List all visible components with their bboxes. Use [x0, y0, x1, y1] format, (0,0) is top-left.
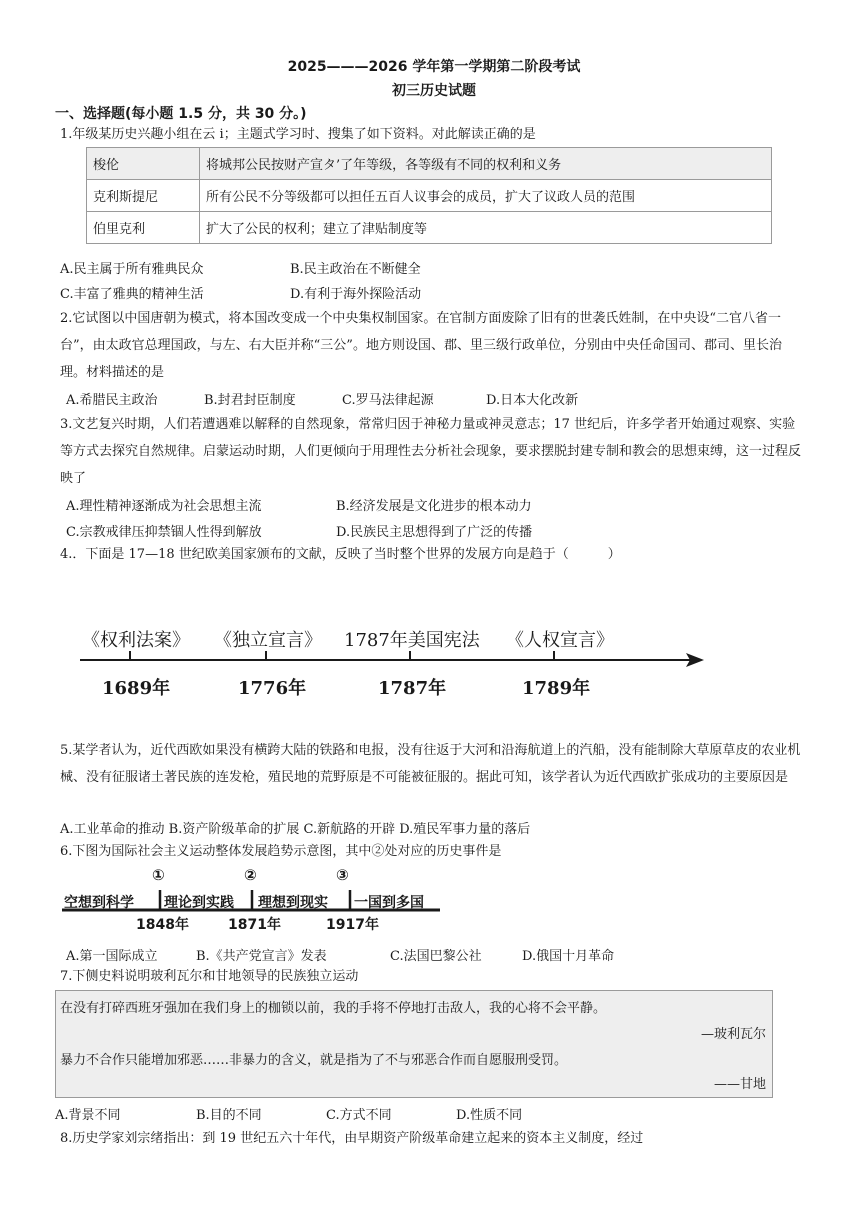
q6-option-a: A.第一国际成立 [66, 949, 158, 964]
socialism-diagram [0, 880, 868, 920]
timeline-year: 1789年 [522, 678, 591, 699]
quote-gandhi: 暴力不合作只能增加邪恶……非暴力的含义，就是指为了不与邪恶合作而自愿服刑受罚。 [60, 1053, 568, 1068]
stage-segment: 理论到实践 [164, 895, 234, 911]
q1-option-c: C.丰富了雅典的精神生活 [60, 287, 204, 302]
diagram-year: 1848年 [136, 917, 189, 933]
diagram-year: 1917年 [326, 917, 379, 933]
q2-option-d: D.日本大化改新 [486, 393, 579, 408]
q1-option-a: A.民主属于所有雅典民众 [60, 262, 204, 277]
exam-title: 2025———2026 学年第一学期第二阶段考试 [287, 59, 581, 75]
exam-subtitle: 初三历史试题 [392, 83, 476, 99]
marker-1: ① [152, 866, 165, 884]
q3-stem: 3.文艺复兴时期，人们若遭遇难以解释的自然现象，常常归因于神秘力量或神灵意志；17 世纪后，许多学者开始通过观察、实验等方式去探究自然规律。启蒙运动时期，人们更倾向于用理性去分析社会现象，要求摆脱封建专制和教会的思想束缚，这一过程反映了 [60, 417, 802, 486]
q1-stem: 1.年级某历史兴趣小组在云 i；主题式学习时、搜集了如下资料。对此解读正确的是 [60, 127, 536, 142]
quote-bolivar: 在没有打碎西班牙强加在我们身上的枷锁以前，我的手将不停地打击敌人，我的心将不会平静。 [60, 1001, 607, 1016]
q7-option-d: D.性质不同 [456, 1108, 523, 1123]
q7-stem: 7.下侧史料说明玻利瓦尔和甘地领导的民族独立运动 [60, 969, 359, 984]
q2-stem: 2.它试图以中国唐朝为模式，将本国改变成一个中央集权制国家。在官制方面废除了旧有的世袭氏姓制，在中央设“二官八省一台”，由太政官总理国政，与左、右大臣并称“三公”。地方则设国、郡、里三级行政单位，分别由中央任命国司、郡司、里长治理。材料描述的是 [60, 311, 782, 380]
q6-option-c: C.法国巴黎公社 [390, 949, 482, 964]
timeline-label: 1787年美国宪法 [344, 630, 480, 651]
timeline-year: 1787年 [378, 678, 447, 699]
q2-option-b: B.封君封臣制度 [204, 393, 296, 408]
q3-option-c: C.宗教戒律压抑禁锢人性得到解放 [66, 525, 262, 540]
marker-3: ③ [336, 866, 349, 884]
timeline-label: 《人权宣言》 [506, 630, 614, 651]
timeline-year: 1776年 [238, 678, 307, 699]
timeline-label: 《权利法案》 [82, 630, 190, 651]
q1-option-d: D.有利于海外探险活动 [290, 287, 422, 302]
q4-stem: 4.．下面是 17—18 世纪欧美国家颁布的文献，反映了当时整个世界的发展方向是趋于（ ） [60, 547, 621, 562]
stage-segment: 空想到科学 [64, 895, 134, 911]
table-row [87, 180, 772, 212]
q7-option-b: B.目的不同 [196, 1108, 262, 1123]
table-cell-desc: 将城邦公民按财产宣タ’了年等级，各等级有不同的权利和义务 [200, 148, 772, 180]
quote-gandhi-author: ——甘地 [713, 1077, 766, 1092]
q7-option-a: A.背景不同 [55, 1108, 121, 1123]
table-row [87, 212, 772, 244]
diagram-year: 1871年 [228, 917, 281, 933]
table-cell-name: 伯里克利 [87, 212, 200, 244]
stage-segment: 理想到现实 [258, 895, 328, 911]
table-cell-desc: 所有公民不分等级都可以担任五百人议事会的成员，扩大了议政人员的范围 [200, 180, 772, 212]
section-heading: 一、选择题(每小题 1.5 分，共 30 分。) [55, 106, 307, 122]
q3-option-a: A.理性精神逐渐成为社会思想主流 [66, 499, 262, 514]
q2-option-c: C.罗马法律起源 [342, 393, 434, 408]
stage-segment: 一国到多国 [354, 895, 424, 911]
q2-option-a: A.希腊民主政治 [66, 393, 158, 408]
q7-option-c: C.方式不同 [326, 1108, 392, 1123]
q6-stem: 6.下图为国际社会主义运动整体发展趋势示意图，其中②处对应的历史事件是 [60, 844, 502, 859]
q8-stem: 8.历史学家刘宗绪指出：到 19 世纪五六十年代，由早期资产阶级革命建立起来的资本主义制度，经过 [60, 1131, 644, 1146]
table-cell-name: 克利斯提尼 [87, 180, 200, 212]
q5-stem: 5.某学者认为，近代西欧如果没有横跨大陆的铁路和电报，没有往返于大河和沿海航道上的汽船，没有能制除大草原草皮的农业机械、没有征服诸土著民族的连发枪，殖民地的荒野原是不可能被征服的。据此可知，该学者认为近代西欧扩张成功的主要原因是 [60, 743, 801, 785]
q3-option-d: D.民族民主思想得到了广泛的传播 [336, 525, 533, 540]
q6-option-b: B.《共产党宣言》发表 [196, 949, 327, 964]
q7-source-box [55, 990, 773, 1098]
q5-options: A.工业革命的推动 B.资产阶级革命的扩展 C.新航路的开辟 D.殖民军事力量的落后 [60, 822, 531, 837]
table-cell-desc: 扩大了公民的权利；建立了津贴制度等 [200, 212, 772, 244]
table-cell-name: 梭伦 [87, 148, 200, 180]
marker-2: ② [244, 866, 257, 884]
timeline-year: 1689年 [102, 678, 171, 699]
timeline-label: 《独立宣言》 [214, 630, 322, 651]
quote-bolivar-author: —玻利瓦尔 [700, 1027, 766, 1042]
q1-table [86, 147, 772, 244]
q6-option-d: D.俄国十月革命 [522, 949, 615, 964]
q1-option-b: B.民主政治在不断健全 [290, 262, 421, 277]
table-row [87, 148, 772, 180]
q3-option-b: B.经济发展是文化进步的根本动力 [336, 499, 532, 514]
